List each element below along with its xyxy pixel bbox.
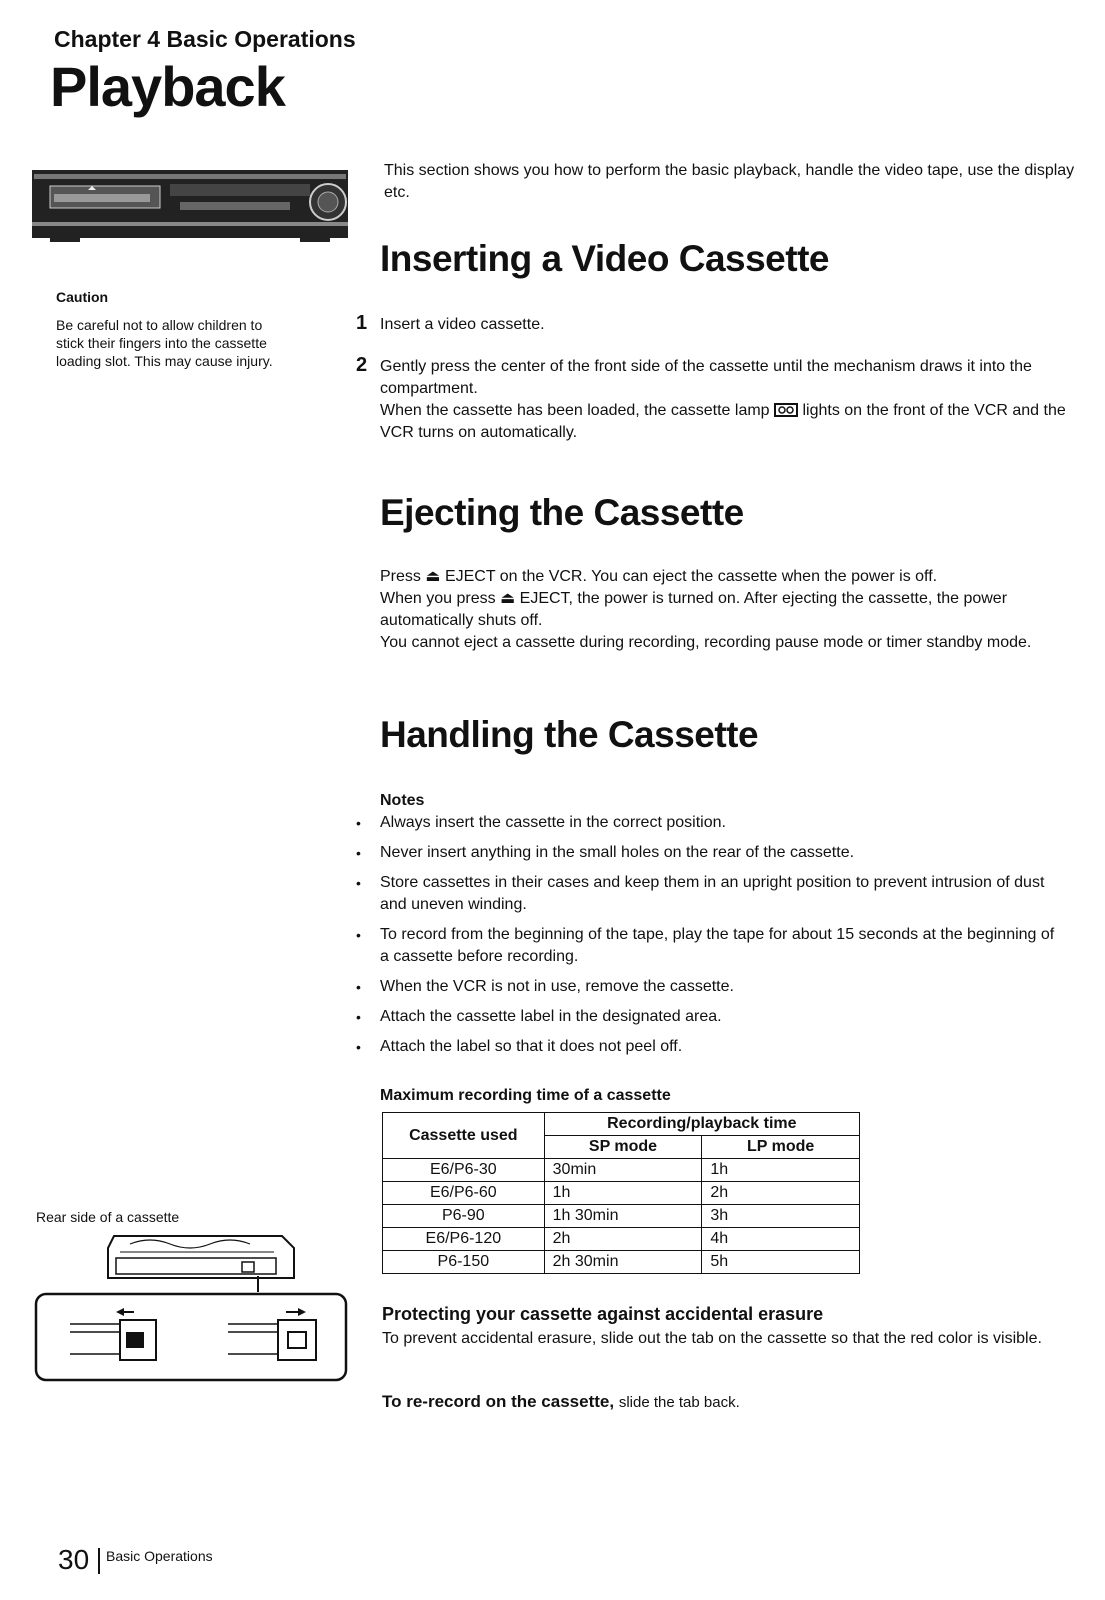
step-text: Insert a video cassette. [380, 316, 545, 333]
step-number: 2 [356, 354, 368, 376]
notes-heading: Notes [380, 792, 425, 809]
list-item: • Always insert the cassette in the correct position. [356, 812, 1060, 834]
rear-side-label: Rear side of a cassette [36, 1209, 180, 1225]
footer-section: Basic Operations [106, 1548, 213, 1564]
vcr-illustration [30, 166, 352, 244]
table-row: P6-90 1h 30min 3h [383, 1205, 860, 1228]
eject-icon: ⏏ [500, 590, 516, 607]
section-heading-ejecting: Ejecting the Cassette [380, 492, 744, 533]
cassette-lamp-icon [774, 403, 798, 417]
rerecord-text: To re-record on the cassette, slide the tab back. [382, 1392, 740, 1411]
protect-text: To prevent accidental erasure, slide out the tab on the cassette so that the red color is visible. [382, 1330, 1042, 1347]
chapter-heading: Chapter 4 Basic Operations [54, 26, 356, 52]
list-item: • Attach the cassette label in the designated area. [356, 1006, 1060, 1028]
list-item: • Store cassettes in their cases and keep them in an upright position to prevent intrusion of dust and uneven winding. [356, 872, 1060, 916]
intro-text: This section shows you how to perform the basic playback, handle the video tape, use the display etc. [384, 162, 1075, 201]
ejecting-text: Press ⏏ EJECT on the VCR. You can eject the cassette when the power is off. When you press ⏏ EJECT, the power is turned on. After ejecting the cassette, the power automatically shuts off. You cannot eject a cassette during recording, recording pause mode or timer standby mode. [380, 568, 1032, 651]
table-row: E6/P6-120 2h 4h [383, 1228, 860, 1251]
table-caption: Maximum recording time of a cassette [380, 1087, 671, 1104]
section-heading-handling: Handling the Cassette [380, 714, 759, 755]
table-header-cassette: Cassette used [383, 1113, 545, 1159]
table-row: E6/P6-30 30min 1h [383, 1159, 860, 1182]
table-header-time: Recording/playback time [544, 1113, 859, 1136]
step-text: Gently press the center of the front side of the cassette until the mechanism draws it into the compartment. When the cassette has been loaded, the cassette lamp lights on the front of the VCR and the VCR turns on automatically. [380, 358, 1066, 441]
cassette-rear-illustration [30, 1228, 352, 1384]
notes-list [356, 812, 1060, 1066]
caution-heading: Caution [56, 289, 109, 305]
footer-divider [98, 1548, 100, 1574]
recording-time-table [382, 1112, 860, 1274]
list-item: • When the VCR is not in use, remove the cassette. [356, 976, 1060, 998]
page-number: 30 [58, 1544, 90, 1575]
table-row: E6/P6-60 1h 2h [383, 1182, 860, 1205]
eject-icon: ⏏ [425, 568, 441, 585]
table-header-lp: LP mode [702, 1136, 860, 1159]
table-header-sp: SP mode [544, 1136, 702, 1159]
section-heading-inserting: Inserting a Video Cassette [380, 238, 829, 279]
list-item: • Never insert anything in the small holes on the rear of the cassette. [356, 842, 1060, 864]
caution-text: Be careful not to allow children to stick their fingers into the cassette loading slot. This may cause injury. [56, 317, 273, 369]
protect-heading: Protecting your cassette against accidental erasure [382, 1304, 824, 1324]
page-title: Playback [50, 55, 285, 118]
table-row: P6-150 2h 30min 5h [383, 1251, 860, 1274]
list-item: • Attach the label so that it does not peel off. [356, 1036, 1060, 1058]
list-item: • To record from the beginning of the tape, play the tape for about 15 seconds at the beginning of a cassette before recording. [356, 924, 1060, 968]
step-number: 1 [356, 312, 368, 334]
